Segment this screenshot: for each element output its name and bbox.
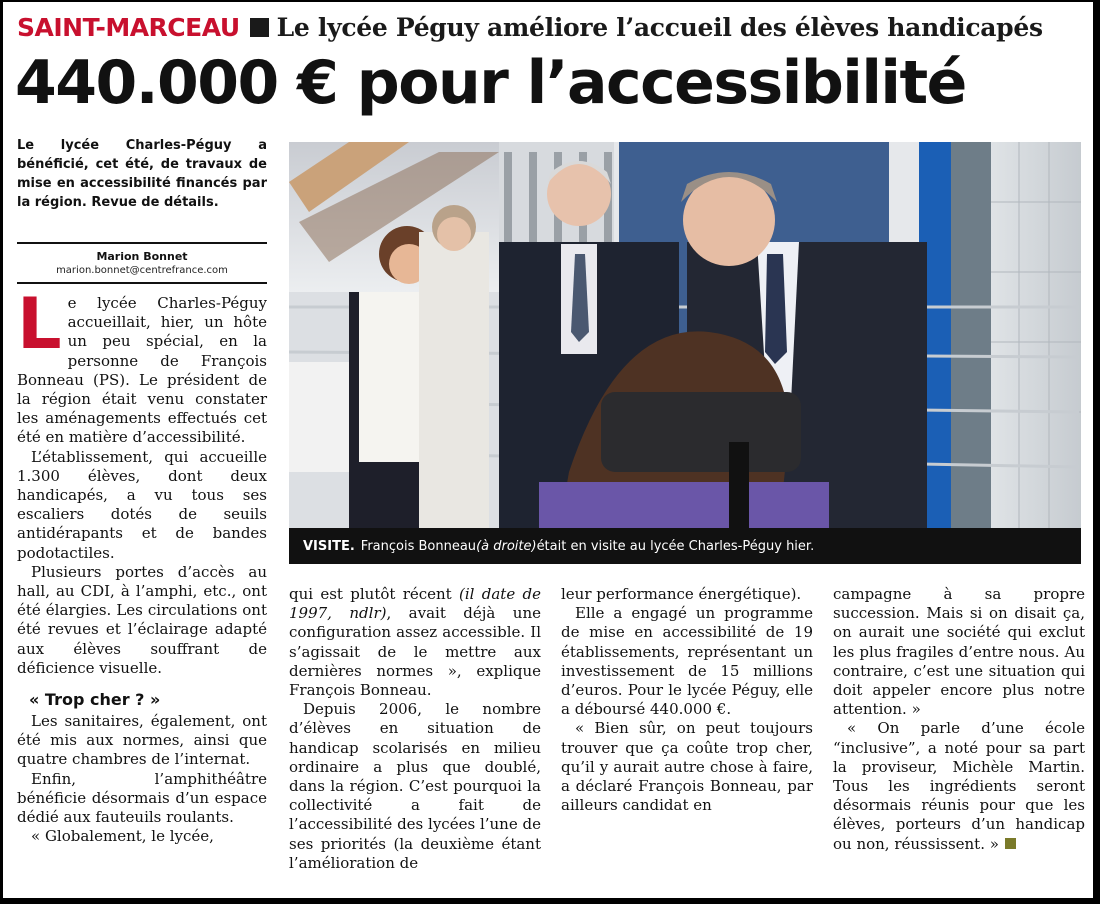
- paragraph: « Globalement, le lycée,: [31, 827, 214, 846]
- kicker-location: SAINT-MARCEAU: [17, 12, 240, 42]
- paragraph-text: « On parle d’une école “inclusive”, a noté pour sa part la proviseur, Michèle Martin. Tous les ingrédients seront désormais réunis pour que les élèves, porteurs d’un handicap ou non, réussissent. »: [833, 719, 1085, 853]
- newspaper-page: [3, 2, 1093, 898]
- lead-paragraph-text: e lycée Charles-Péguy accueillait, hier, un hôte un peu spécial, en la personne de François Bonneau (PS). Le président de la région était venu constater les aménagements effectués cet été en matière d’accessibilité.: [17, 294, 267, 447]
- paragraph: Enfin, l’amphithéâtre bénéficie désormais d’un espace dédié aux fauteuils roulants.: [17, 769, 267, 827]
- paragraph-text: , avait déjà une configuration assez accessible. Il s’agissait de le mettre aux dernières normes », explique François Bonneau.: [289, 604, 542, 700]
- caption-text-start: François Bonneau: [360, 538, 477, 554]
- kicker-square-icon: [250, 18, 269, 37]
- text-column-1: [17, 283, 267, 846]
- chapo: Le lycée Charles-Péguy a bénéficié, cet été, de travaux de mise en accessibilité financés par la région. Revue de détails.: [17, 138, 267, 210]
- text-column-4: [833, 585, 1085, 854]
- paragraph: Plusieurs portes d’accès au hall, au CDI, à l’amphi, etc., ont été élargies. Les circulations ont été revues et l’éclairage adapté aux élèves souffrant de déficience visuelle.: [17, 562, 267, 677]
- kicker: [17, 10, 1043, 44]
- paragraph: « Bien sûr, on peut toujours trouver que ça coûte trop cher, qu’il y aurait autre chose à faire, a déclaré François Bonneau, par ailleurs candidat en: [561, 719, 813, 815]
- kicker-text: Le lycée Péguy améliore l’accueil des élèves handicapés: [276, 12, 1043, 42]
- intertitle: « Trop cher ? »: [29, 690, 161, 710]
- headline: 440.000 € pour l’accessibilité: [15, 48, 966, 118]
- caption-label: VISITE.: [303, 538, 355, 554]
- photo-caption: [289, 528, 1081, 564]
- end-of-article-icon: [1005, 838, 1016, 849]
- paragraph-text: qui est plutôt récent: [289, 585, 460, 603]
- paragraph-continued: [289, 585, 541, 700]
- paragraph: L’établissement, qui accueille 1.300 élèves, dont deux handicapés, a vu tous ses escaliers dotés de seuils antidérapants et de bandes podotactiles.: [17, 447, 267, 562]
- text-column-3: [561, 585, 813, 815]
- paragraph: Depuis 2006, le nombre d’élèves en situation de handicap scolarisés en milieu ordinaire a plus que doublé, dans la région. C’est pourquoi la collectivité a fait de l’accessibilité des lycées l’une de ses priorités (la deuxième étant l’amélioration de: [289, 700, 541, 872]
- paragraph-continued: leur performance énergétique).: [561, 585, 802, 603]
- paragraph: Les sanitaires, également, ont été mis aux normes, ainsi que quatre chambres de l’internat.: [17, 712, 267, 769]
- dropcap: L: [17, 283, 62, 365]
- photo-illustration: [289, 142, 1081, 528]
- byline: [17, 242, 267, 284]
- article-photo: [289, 142, 1081, 528]
- byline-email: marion.bonnet@centrefrance.com: [56, 265, 228, 276]
- paragraph-continued: campagne à sa propre succession. Mais si on disait ça, on aurait une société qui exclut les plus fragiles d’entre nous. Au contraire, c’est une situation qui doit appeler encore plus notre attention. »: [833, 585, 1085, 719]
- paragraph-italic: (il date de 1997, ndlr): [289, 585, 541, 623]
- text-column-2: [289, 585, 541, 873]
- caption-text-end: était en visite au lycée Charles-Péguy hier.: [536, 538, 815, 554]
- paragraph: [833, 719, 1085, 853]
- byline-author: Marion Bonnet: [96, 250, 188, 263]
- paragraph: Elle a engagé un programme de mise en accessibilité de 19 établissements, représentant un investissement de 15 millions d’euros. Pour le lycée Péguy, elle a déboursé 440.000 €.: [561, 604, 813, 719]
- caption-text-italic: (à droite): [476, 538, 537, 554]
- lead-paragraph: [17, 283, 267, 448]
